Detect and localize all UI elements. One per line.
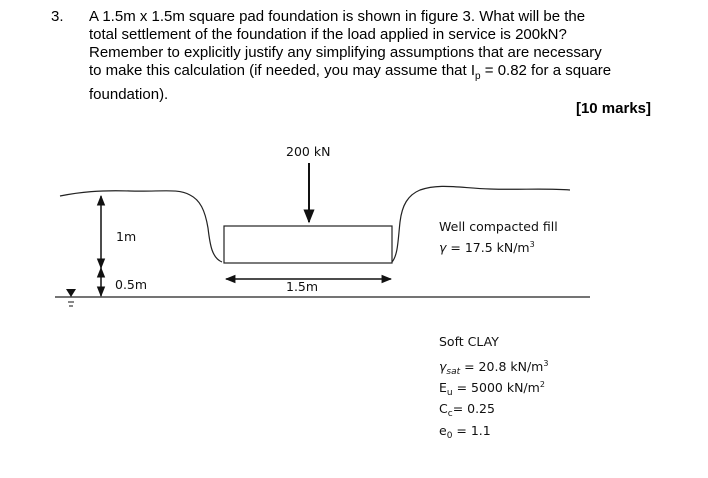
- fill-gamma: γ = 17.5 $kN/m^3$: [439, 240, 535, 255]
- clay-eu: $E_u = 5000$ $kN/m^2$: [439, 380, 545, 398]
- width-label: 1.5m: [286, 279, 319, 294]
- depth-05m-label: 0.5m: [115, 277, 148, 292]
- clay-title: Soft CLAY: [439, 334, 499, 349]
- ip-subscript: p: [475, 71, 481, 82]
- question-line-5: foundation).: [89, 86, 169, 103]
- fill-title: Well compacted fill: [439, 219, 558, 234]
- foundation-pad: [224, 226, 392, 263]
- question-number: 3.: [51, 8, 64, 25]
- question-line-1: A 1.5m x 1.5m square pad foundation is shown in figure 3. What will be the: [89, 8, 586, 25]
- question-line-3: Remember to explicitly justify any simplifying assumptions that are necessary: [89, 44, 602, 61]
- clay-cc: $C_c= 0.25$: [439, 401, 495, 419]
- load-label: 200 kN: [286, 144, 331, 159]
- clay-gamma-sat: $\gamma_{sat} = 20.8$ $kN/m^3$: [439, 359, 549, 377]
- question-line-2: total settlement of the foundation if the load applied in service is 200kN?: [89, 26, 567, 43]
- question-line-4-text: to make this calculation (if needed, you may assume that I: [89, 62, 476, 79]
- ground-surface-left: [60, 191, 222, 262]
- marks-label: [10 marks]: [575, 100, 651, 117]
- depth-1m-label: 1m: [116, 229, 137, 244]
- question-line-4-end: = 0.82 for a square: [480, 62, 612, 79]
- clay-e0: $e_0 = 1.1$: [439, 423, 491, 441]
